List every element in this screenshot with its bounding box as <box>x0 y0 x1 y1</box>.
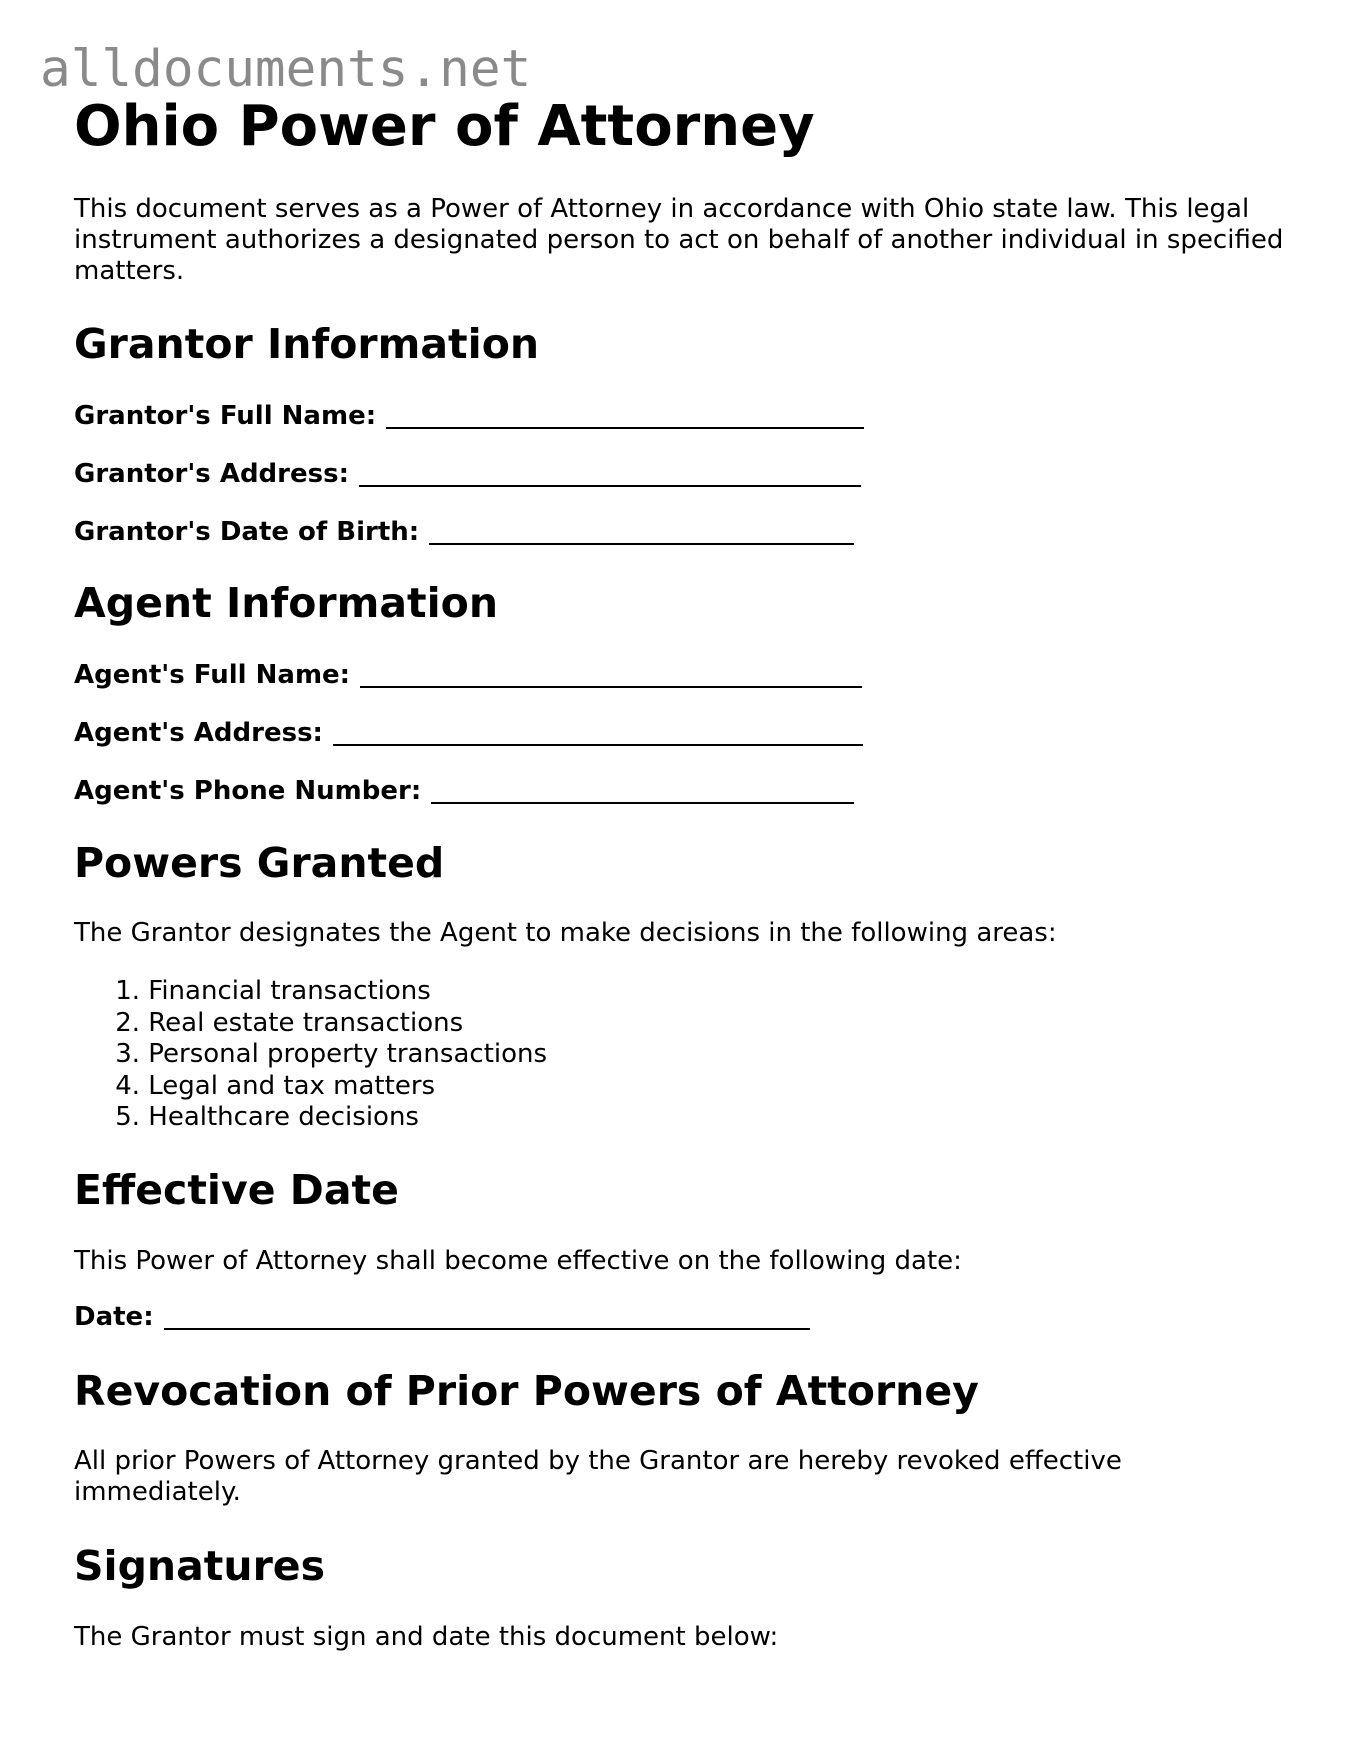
list-item-number: 1. <box>115 976 140 1006</box>
grantor-section-heading: Grantor Information <box>74 320 540 368</box>
list-item <box>74 1039 547 1071</box>
revocation-section-heading: Revocation of Prior Powers of Attorney <box>74 1367 979 1415</box>
grantor-address-line[interactable] <box>359 459 861 487</box>
list-item-number: 3. <box>115 1039 140 1069</box>
powers-section-heading: Powers Granted <box>74 839 445 887</box>
effective-section-heading: Effective Date <box>74 1166 399 1214</box>
list-item-text: Personal property transactions <box>148 1039 548 1069</box>
signatures-text: The Grantor must sign and date this document below: <box>74 1622 779 1652</box>
grantor-address-label: Grantor's Address: <box>74 459 349 489</box>
revocation-text: All prior Powers of Attorney granted by the Grantor are hereby revoked effective immediately. <box>74 1446 1122 1507</box>
watermark: alldocuments.net <box>40 40 532 99</box>
grantor-full-name-field[interactable] <box>74 399 864 433</box>
effective-date-line[interactable] <box>164 1302 810 1330</box>
list-item <box>74 1071 547 1103</box>
signatures-section-heading: Signatures <box>74 1542 326 1590</box>
grantor-address-field[interactable] <box>74 457 861 491</box>
list-item <box>74 1102 547 1134</box>
grantor-dob-field[interactable] <box>74 515 854 549</box>
list-item-text: Healthcare decisions <box>148 1102 419 1132</box>
agent-section-heading: Agent Information <box>74 579 499 627</box>
agent-full-name-field[interactable] <box>74 658 862 692</box>
effective-date-label: Date: <box>74 1302 154 1332</box>
list-item-text: Financial transactions <box>148 976 431 1006</box>
list-item-text: Real estate transactions <box>148 1007 464 1038</box>
grantor-full-name-line[interactable] <box>386 401 864 429</box>
agent-address-label: Agent's Address: <box>74 718 323 748</box>
effective-text: This Power of Attorney shall become effective on the following date: <box>74 1246 962 1276</box>
powers-intro: The Grantor designates the Agent to make decisions in the following areas: <box>74 918 1057 948</box>
agent-full-name-label: Agent's Full Name: <box>74 660 351 690</box>
intro-paragraph: This document serves as a Power of Attorney in accordance with Ohio state law. This legal instrument authorizes a designated person to act on behalf of another individual in specified matters. <box>74 194 1284 286</box>
agent-address-field[interactable] <box>74 716 863 750</box>
list-item-number: 5. <box>115 1102 140 1132</box>
effective-date-field[interactable] <box>74 1300 810 1334</box>
agent-address-line[interactable] <box>333 718 863 746</box>
list-item <box>74 1008 547 1040</box>
list-item-number: 2. <box>115 1007 140 1038</box>
grantor-dob-line[interactable] <box>429 517 854 545</box>
agent-phone-field[interactable] <box>74 774 854 808</box>
grantor-full-name-label: Grantor's Full Name: <box>74 401 377 431</box>
agent-phone-label: Agent's Phone Number: <box>74 776 422 806</box>
list-item-text: Legal and tax matters <box>148 1070 436 1101</box>
powers-list <box>74 976 547 1134</box>
agent-full-name-line[interactable] <box>360 660 862 688</box>
agent-phone-line[interactable] <box>431 776 854 804</box>
document-title: Ohio Power of Attorney <box>74 94 815 159</box>
grantor-dob-label: Grantor's Date of Birth: <box>74 517 420 547</box>
list-item <box>74 976 547 1008</box>
list-item-number: 4. <box>115 1070 140 1101</box>
